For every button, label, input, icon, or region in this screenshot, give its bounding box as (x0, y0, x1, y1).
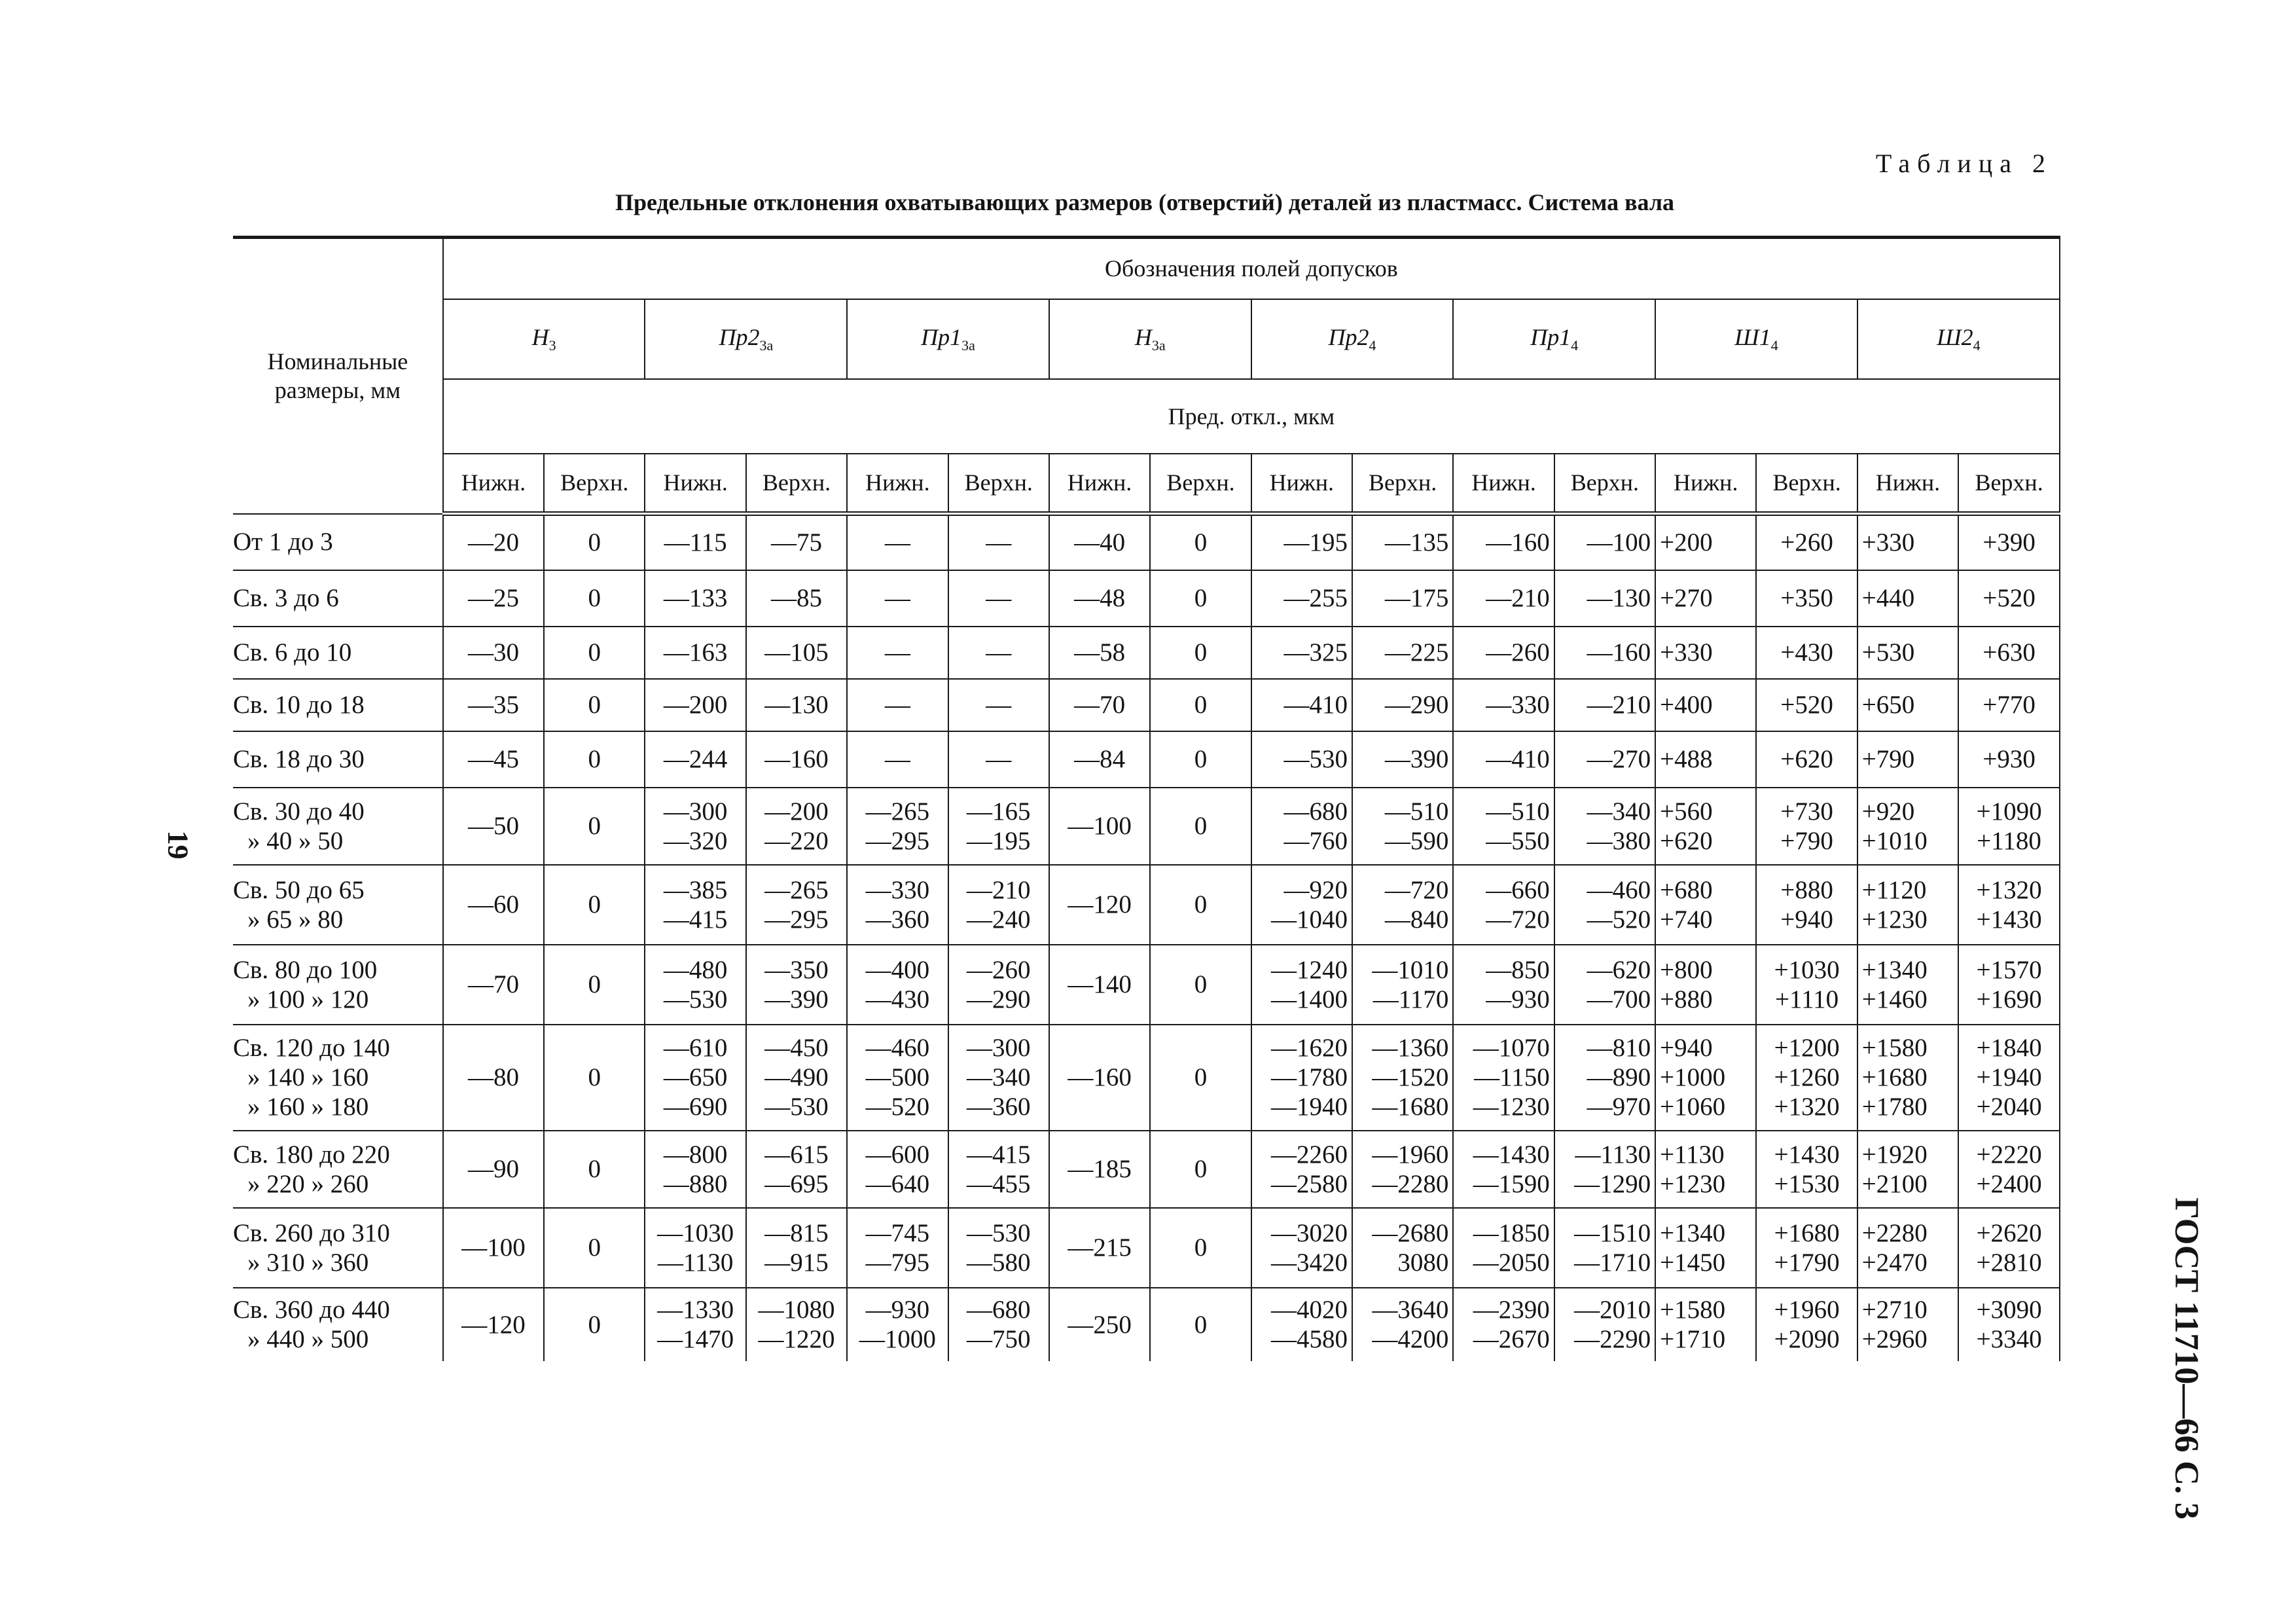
nominal-size-cell (233, 1025, 443, 1131)
upper-deviation-value: +1680 +1790 (1756, 1208, 1857, 1288)
upper-deviation-value: —85 (746, 570, 847, 627)
upper-deviation-header: Верхн. (1352, 454, 1453, 514)
table-row (233, 514, 2060, 570)
lower-deviation-value: — (847, 514, 948, 570)
upper-deviation-value: +1430 +1530 (1756, 1131, 1857, 1208)
lower-deviation-value: —100 (443, 1208, 544, 1288)
nominal-size-range: От 1 до 3 (233, 528, 333, 556)
lower-deviation-value: —20 (443, 514, 544, 570)
field-subscript: 4 (1770, 337, 1778, 354)
lower-deviation-value: —133 (645, 570, 745, 627)
field-subscript: 4 (1571, 337, 1579, 354)
upper-deviation-value: —105 (746, 627, 847, 679)
field-subscript: 3а (961, 337, 975, 354)
upper-deviation-value: —415 —455 (948, 1131, 1049, 1208)
lower-deviation-value: —35 (443, 679, 544, 731)
upper-deviation-value: +3090 +3340 (1958, 1288, 2060, 1361)
lower-deviation-value: —160 (1453, 514, 1554, 570)
upper-deviation-value: —350 —390 (746, 945, 847, 1025)
lower-deviation-value: —115 (645, 514, 745, 570)
upper-deviation-value: 0 (544, 1208, 645, 1288)
lower-deviation-value: — (847, 679, 948, 731)
upper-deviation-value: —2010 —2290 (1554, 1288, 1655, 1361)
upper-deviation-value: —1360 —1520 —1680 (1352, 1025, 1453, 1131)
lower-deviation-value: —2390 —2670 (1453, 1288, 1554, 1361)
lower-deviation-value: —410 (1251, 679, 1352, 731)
upper-deviation-value: +260 (1756, 514, 1857, 570)
lower-deviation-value: — (847, 627, 948, 679)
upper-deviation-value: 0 (1150, 1131, 1251, 1208)
lower-deviation-value: +1340 +1450 (1655, 1208, 1756, 1288)
upper-deviation-value: —210 (1554, 679, 1655, 731)
lower-deviation-value: —680 —760 (1251, 788, 1352, 865)
lower-deviation-value: —330 (1453, 679, 1554, 731)
upper-deviation-value: —225 (1352, 627, 1453, 679)
upper-deviation-value: +630 (1958, 627, 2060, 679)
upper-deviation-value: —1510 —1710 (1554, 1208, 1655, 1288)
lower-deviation-value: —200 (645, 679, 745, 731)
field-symbol: Пр1 (921, 323, 962, 350)
lower-deviation-value: —510 —550 (1453, 788, 1554, 865)
nominal-size-range: Св. 180 до 220 (233, 1140, 390, 1169)
lower-deviation-header: Нижн. (1655, 454, 1756, 514)
lower-deviation-value: —48 (1049, 570, 1150, 627)
lower-deviation-value: —80 (443, 1025, 544, 1131)
lower-deviation-value: —70 (443, 945, 544, 1025)
table-row (233, 731, 2060, 788)
upper-deviation-value: 0 (544, 1025, 645, 1131)
upper-deviation-value: +520 (1958, 570, 2060, 627)
upper-deviation-value: —510 —590 (1352, 788, 1453, 865)
lower-deviation-value: —930 —1000 (847, 1288, 948, 1361)
upper-deviation-value: —290 (1352, 679, 1453, 731)
upper-deviation-header: Верхн. (1756, 454, 1857, 514)
lower-deviation-value: —800 —880 (645, 1131, 745, 1208)
lower-deviation-value: +1580 +1710 (1655, 1288, 1756, 1361)
page-number: 19 (162, 830, 194, 860)
lower-deviation-value: +440 (1857, 570, 1958, 627)
nominal-size-cell (233, 570, 443, 627)
lower-deviation-value: +2280 +2470 (1857, 1208, 1958, 1288)
lower-deviation-value: —325 (1251, 627, 1352, 679)
lower-deviation-value: —120 (1049, 865, 1150, 945)
lower-deviation-value: —90 (443, 1131, 544, 1208)
upper-deviation-value: —200 —220 (746, 788, 847, 865)
lower-deviation-value: — (847, 570, 948, 627)
lower-deviation-value: —1430 —1590 (1453, 1131, 1554, 1208)
nominal-size-cell (233, 1288, 443, 1361)
lower-deviation-value: —3020 —3420 (1251, 1208, 1352, 1288)
lower-deviation-value: +920 +1010 (1857, 788, 1958, 865)
lower-deviation-value: +1340 +1460 (1857, 945, 1958, 1025)
lower-deviation-value: +790 (1857, 731, 1958, 788)
tolerance-field-header (847, 299, 1049, 379)
upper-deviation-value: —75 (746, 514, 847, 570)
nominal-size-range: » 160 » 180 (247, 1093, 369, 1121)
upper-deviation-header: Верхн. (1958, 454, 2060, 514)
upper-deviation-value: +1960 +2090 (1756, 1288, 1857, 1361)
table-number-label: Таблица 2 (1875, 149, 2053, 178)
field-symbol: Ш1 (1734, 323, 1771, 350)
upper-deviation-value: +1090 +1180 (1958, 788, 2060, 865)
upper-deviation-value: 0 (1150, 1025, 1251, 1131)
lower-deviation-value: —185 (1049, 1131, 1150, 1208)
document-standard-label: ГОСТ 11710—66 С. 3 (2168, 1197, 2205, 1520)
upper-deviation-value: —130 (746, 679, 847, 731)
upper-deviation-value: —160 (1554, 627, 1655, 679)
upper-deviation-value: —460 —520 (1554, 865, 1655, 945)
upper-deviation-header: Верхн. (746, 454, 847, 514)
lower-deviation-value: +270 (1655, 570, 1756, 627)
tolerance-field-header (443, 299, 645, 379)
nominal-size-range: » 100 » 120 (247, 985, 369, 1013)
lower-deviation-value: —460 —500 —520 (847, 1025, 948, 1131)
lower-deviation-value: —300 —320 (645, 788, 745, 865)
nominal-size-range: » 220 » 260 (247, 1169, 369, 1198)
upper-deviation-value: —815 —915 (746, 1208, 847, 1288)
lower-deviation-value: —920 —1040 (1251, 865, 1352, 945)
upper-deviation-value: —130 (1554, 570, 1655, 627)
field-subscript: 4 (1973, 337, 1981, 354)
lower-deviation-value: +800 +880 (1655, 945, 1756, 1025)
upper-deviation-value: — (948, 731, 1049, 788)
upper-deviation-value: 0 (544, 679, 645, 731)
table-row (233, 788, 2060, 865)
upper-deviation-value: —810 —890 —970 (1554, 1025, 1655, 1131)
lower-deviation-value: —480 —530 (645, 945, 745, 1025)
table-row (233, 1131, 2060, 1208)
lower-deviation-value: +680 +740 (1655, 865, 1756, 945)
lower-deviation-value: —255 (1251, 570, 1352, 627)
lower-deviation-value: —244 (645, 731, 745, 788)
upper-deviation-value: —720 —840 (1352, 865, 1453, 945)
upper-deviation-value: +2620 +2810 (1958, 1208, 2060, 1288)
nominal-size-cell (233, 1208, 443, 1288)
nominal-size-cell (233, 679, 443, 731)
upper-deviation-value: —2680 3080 (1352, 1208, 1453, 1288)
lower-deviation-value: —160 (1049, 1025, 1150, 1131)
lower-deviation-value: —250 (1049, 1288, 1150, 1361)
nominal-size-range: » 65 » 80 (247, 905, 344, 934)
lower-deviation-value: +530 (1857, 627, 1958, 679)
upper-deviation-value: +350 (1756, 570, 1857, 627)
lower-deviation-header: Нижн. (847, 454, 948, 514)
upper-deviation-value: 0 (1150, 945, 1251, 1025)
nominal-size-range: » 440 » 500 (247, 1325, 369, 1353)
lower-deviation-value: —140 (1049, 945, 1150, 1025)
lower-deviation-value: —400 —430 (847, 945, 948, 1025)
lower-deviation-value: +330 (1857, 514, 1958, 570)
upper-deviation-value: 0 (544, 570, 645, 627)
upper-deviation-value: —1130 —1290 (1554, 1131, 1655, 1208)
nominal-size-range: Св. 10 до 18 (233, 691, 365, 719)
lower-deviation-value: —25 (443, 570, 544, 627)
upper-deviation-header: Верхн. (948, 454, 1049, 514)
upper-deviation-value: 0 (544, 627, 645, 679)
upper-deviation-value: 0 (544, 788, 645, 865)
upper-deviation-value: 0 (544, 945, 645, 1025)
lower-deviation-value: —58 (1049, 627, 1150, 679)
table-row (233, 570, 2060, 627)
upper-deviation-value: —530 —580 (948, 1208, 1049, 1288)
upper-deviation-value: +1200 +1260 +1320 (1756, 1025, 1857, 1131)
upper-deviation-value: 0 (1150, 679, 1251, 731)
upper-deviation-value: —680 —750 (948, 1288, 1049, 1361)
field-symbol: Ш2 (1937, 323, 1973, 350)
lower-deviation-value: —1240 —1400 (1251, 945, 1352, 1025)
upper-deviation-value: +1840 +1940 +2040 (1958, 1025, 2060, 1131)
table-caption: Предельные отклонения охватывающих размеров (отверстий) деталей из пластмасс. Система вала (615, 189, 1675, 215)
lower-deviation-value: —163 (645, 627, 745, 679)
lower-deviation-value: —660 —720 (1453, 865, 1554, 945)
lower-deviation-value: —120 (443, 1288, 544, 1361)
tolerance-fields-header: Обозначения полей допусков (443, 238, 2060, 299)
nominal-size-range: Св. 120 до 140 (233, 1034, 390, 1062)
lower-deviation-value: —745 —795 (847, 1208, 948, 1288)
upper-deviation-value: +1030 +1110 (1756, 945, 1857, 1025)
upper-deviation-value: —3640 —4200 (1352, 1288, 1453, 1361)
lower-deviation-value: +560 +620 (1655, 788, 1756, 865)
upper-deviation-header: Верхн. (1554, 454, 1655, 514)
lower-deviation-value: —1330 —1470 (645, 1288, 745, 1361)
lower-deviation-value: —1850 —2050 (1453, 1208, 1554, 1288)
upper-deviation-value: 0 (544, 514, 645, 570)
upper-deviation-value: 0 (544, 1288, 645, 1361)
upper-deviation-value: — (948, 679, 1049, 731)
nominal-size-range: Св. 50 до 65 (233, 875, 365, 904)
upper-deviation-value: 0 (1150, 788, 1251, 865)
lower-deviation-value: —330 —360 (847, 865, 948, 945)
field-symbol: Пр1 (1530, 323, 1571, 350)
nominal-size-cell (233, 627, 443, 679)
upper-deviation-value: +880 +940 (1756, 865, 1857, 945)
field-symbol: Н (531, 323, 549, 350)
tolerance-field-header (1251, 299, 1454, 379)
upper-deviation-value: —210 —240 (948, 865, 1049, 945)
upper-deviation-value: — (948, 570, 1049, 627)
field-symbol: Пр2 (719, 323, 760, 350)
nominal-size-range: Св. 3 до 6 (233, 584, 339, 612)
lower-deviation-header: Нижн. (1857, 454, 1958, 514)
upper-deviation-value: 0 (1150, 731, 1251, 788)
nominal-size-range: » 310 » 360 (247, 1248, 369, 1277)
upper-deviation-value: —160 (746, 731, 847, 788)
lower-deviation-value: —215 (1049, 1208, 1150, 1288)
nominal-size-cell (233, 731, 443, 788)
lower-deviation-header: Нижн. (443, 454, 544, 514)
nominal-size-cell (233, 865, 443, 945)
lower-deviation-value: —30 (443, 627, 544, 679)
field-subscript: 3а (1151, 337, 1166, 354)
lower-deviation-value: —600 —640 (847, 1131, 948, 1208)
lower-deviation-header: Нижн. (1453, 454, 1554, 514)
upper-deviation-value: —135 (1352, 514, 1453, 570)
upper-deviation-value: —1080 —1220 (746, 1288, 847, 1361)
upper-deviation-value: +730 +790 (1756, 788, 1857, 865)
tolerance-field-header (1857, 299, 2060, 379)
table-row (233, 865, 2060, 945)
lower-deviation-value: —610 —650 —690 (645, 1025, 745, 1131)
upper-deviation-value: —1010 —1170 (1352, 945, 1453, 1025)
upper-deviation-header: Верхн. (1150, 454, 1251, 514)
table-row (233, 945, 2060, 1025)
nominal-size-range: Св. 360 до 440 (233, 1296, 390, 1324)
lower-deviation-value: — (847, 731, 948, 788)
lower-deviation-value: —1030 —1130 (645, 1208, 745, 1288)
tolerance-table (233, 236, 2060, 1361)
table-row (233, 1208, 2060, 1288)
lower-deviation-header: Нижн. (645, 454, 745, 514)
upper-deviation-value: 0 (1150, 570, 1251, 627)
upper-deviation-value: +1570 +1690 (1958, 945, 2060, 1025)
lower-deviation-value: —100 (1049, 788, 1150, 865)
lower-deviation-value: —1620 —1780 —1940 (1251, 1025, 1352, 1131)
upper-deviation-value: —260 —290 (948, 945, 1049, 1025)
nominal-size-range: Св. 6 до 10 (233, 638, 352, 666)
upper-deviation-value: —265 —295 (746, 865, 847, 945)
upper-deviation-value: 0 (1150, 627, 1251, 679)
nominal-size-range: Св. 80 до 100 (233, 955, 378, 984)
lower-deviation-value: +488 (1655, 731, 1756, 788)
table-row (233, 1025, 2060, 1131)
lower-deviation-value: —60 (443, 865, 544, 945)
lower-deviation-value: —260 (1453, 627, 1554, 679)
tolerance-field-header (1655, 299, 1857, 379)
nominal-size-range: Св. 260 до 310 (233, 1218, 390, 1247)
lower-deviation-value: +1120 +1230 (1857, 865, 1958, 945)
field-symbol: Пр2 (1328, 323, 1369, 350)
nominal-size-range: Св. 30 до 40 (233, 797, 365, 826)
upper-deviation-value: 0 (544, 865, 645, 945)
lower-deviation-value: +1130 +1230 (1655, 1131, 1756, 1208)
lower-deviation-value: —50 (443, 788, 544, 865)
lower-deviation-value: —195 (1251, 514, 1352, 570)
upper-deviation-value: —450 —490 —530 (746, 1025, 847, 1131)
nominal-size-cell (233, 945, 443, 1025)
nominal-size-cell (233, 788, 443, 865)
upper-deviation-value: +770 (1958, 679, 2060, 731)
upper-deviation-value: +930 (1958, 731, 2060, 788)
lower-deviation-value: —265 —295 (847, 788, 948, 865)
nominal-size-range: Св. 18 до 30 (233, 745, 365, 773)
upper-deviation-value: +2220 +2400 (1958, 1131, 2060, 1208)
upper-deviation-value: —100 (1554, 514, 1655, 570)
nominal-size-range: » 40 » 50 (247, 826, 344, 855)
lower-deviation-value: —45 (443, 731, 544, 788)
upper-deviation-header: Верхн. (544, 454, 645, 514)
upper-deviation-value: —300 —340 —360 (948, 1025, 1049, 1131)
upper-deviation-value: +520 (1756, 679, 1857, 731)
lower-deviation-value: +650 (1857, 679, 1958, 731)
field-subscript: 3 (548, 337, 556, 354)
tolerance-field-header (1049, 299, 1251, 379)
nominal-size-cell (233, 514, 443, 570)
table-row (233, 627, 2060, 679)
upper-deviation-value: — (948, 514, 1049, 570)
upper-deviation-value: —175 (1352, 570, 1453, 627)
upper-deviation-value: —165 —195 (948, 788, 1049, 865)
lower-deviation-header: Нижн. (1251, 454, 1352, 514)
upper-deviation-value: 0 (544, 1131, 645, 1208)
lower-deviation-value: —40 (1049, 514, 1150, 570)
lower-deviation-value: +940 +1000 +1060 (1655, 1025, 1756, 1131)
lower-deviation-value: +1580 +1680 +1780 (1857, 1025, 1958, 1131)
lower-deviation-value: +2710 +2960 (1857, 1288, 1958, 1361)
tolerance-field-header (645, 299, 847, 379)
lower-deviation-value: —410 (1453, 731, 1554, 788)
lower-deviation-value: —4020 —4580 (1251, 1288, 1352, 1361)
lower-deviation-value: —850 —930 (1453, 945, 1554, 1025)
lower-deviation-value: —1070 —1150 —1230 (1453, 1025, 1554, 1131)
upper-deviation-value: —390 (1352, 731, 1453, 788)
nominal-size-cell (233, 1131, 443, 1208)
field-subscript: 3а (759, 337, 774, 354)
tolerance-field-header (1453, 299, 1655, 379)
lower-deviation-value: +1920 +2100 (1857, 1131, 1958, 1208)
lower-deviation-value: —84 (1049, 731, 1150, 788)
lower-deviation-value: —70 (1049, 679, 1150, 731)
lower-deviation-value: —530 (1251, 731, 1352, 788)
upper-deviation-value: 0 (1150, 1288, 1251, 1361)
upper-deviation-value: 0 (544, 731, 645, 788)
upper-deviation-value: +1320 +1430 (1958, 865, 2060, 945)
lower-deviation-header: Нижн. (1049, 454, 1150, 514)
nominal-sizes-header: Номинальные размеры, мм (233, 238, 443, 514)
upper-deviation-value: —1960 —2280 (1352, 1131, 1453, 1208)
lower-deviation-value: +200 (1655, 514, 1756, 570)
lower-deviation-value: —2260 —2580 (1251, 1131, 1352, 1208)
lower-deviation-value: —210 (1453, 570, 1554, 627)
upper-deviation-value: — (948, 627, 1049, 679)
upper-deviation-value: —270 (1554, 731, 1655, 788)
units-header: Пред. откл., мкм (443, 379, 2060, 454)
upper-deviation-value: 0 (1150, 865, 1251, 945)
nominal-size-range: » 140 » 160 (247, 1063, 369, 1091)
lower-deviation-value: —385 —415 (645, 865, 745, 945)
lower-deviation-value: +330 (1655, 627, 1756, 679)
upper-deviation-value: —340 —380 (1554, 788, 1655, 865)
table-row (233, 679, 2060, 731)
lower-deviation-value: +400 (1655, 679, 1756, 731)
upper-deviation-value: —615 —695 (746, 1131, 847, 1208)
upper-deviation-value: 0 (1150, 514, 1251, 570)
table-row (233, 1288, 2060, 1361)
upper-deviation-value: +430 (1756, 627, 1857, 679)
upper-deviation-value: +620 (1756, 731, 1857, 788)
upper-deviation-value: 0 (1150, 1208, 1251, 1288)
upper-deviation-value: +390 (1958, 514, 2060, 570)
field-symbol: Н (1134, 323, 1152, 350)
field-subscript: 4 (1369, 337, 1376, 354)
upper-deviation-value: —620 —700 (1554, 945, 1655, 1025)
